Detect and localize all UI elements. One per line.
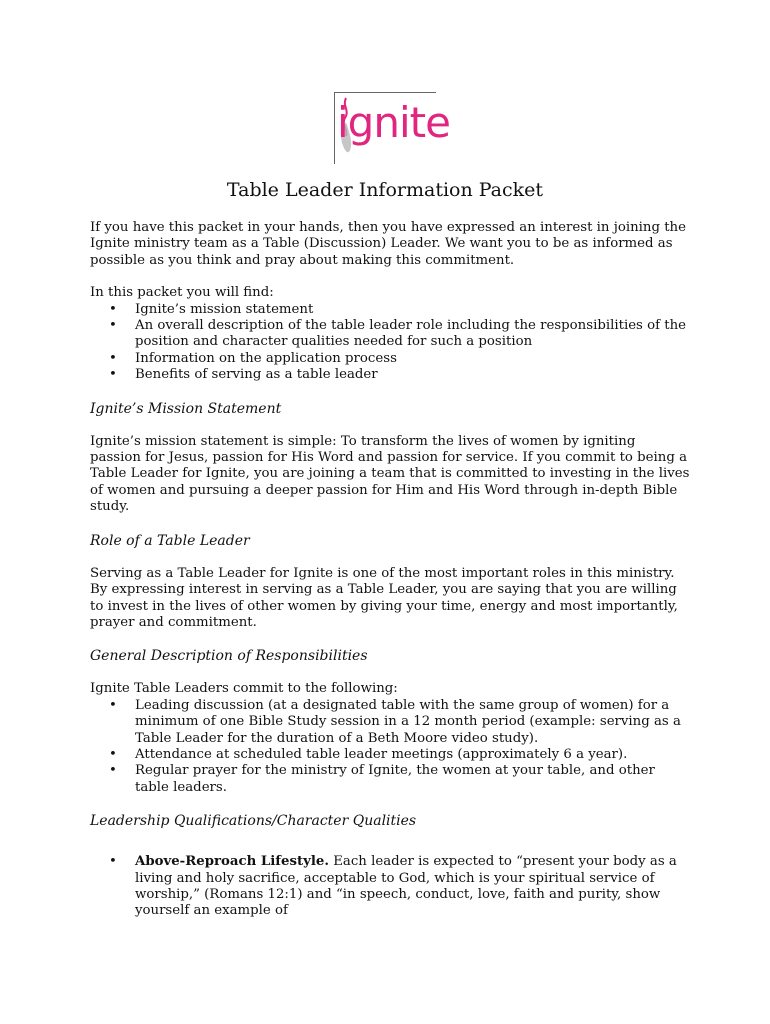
mission-heading: Ignite’s Mission Statement [90,400,282,417]
role-paragraph: Serving as a Table Leader for Ignite is one of the most important roles in this ministry. By expressing interest in serving as a Table Leader, you are saying that you are willing to invest in the lives of other women by giving your time, energy and most importantly, prayer and commitment. [90,565,678,630]
responsibilities-heading: General Description of Responsibilities [90,648,368,665]
page-title: Table Leader Information Packet [226,179,544,201]
list-item: • Attendance at scheduled table leader meetings (approximately 6 a year). [135,747,690,763]
ignite-logo [334,92,450,166]
document-body [90,220,690,936]
list-item: • Ignite’s mission statement [135,302,690,318]
logo-wordmark: ignite [337,98,450,147]
role-heading: Role of a Table Leader [90,532,250,549]
qualification-label: Above-Reproach Lifestyle. [135,854,329,870]
mission-paragraph: Ignite’s mission statement is simple: To transform the lives of women by igniting passion for Jesus, passion for His Word and passion for service. If you commit to being a Table Leader for Ignite, you are joining a team that is committed to investing in the lives of women and pursuing a deeper passion for Him and His Word through in-depth Bible study. [90,433,690,515]
list-item: • Leading discussion (at a designated table with the same group of women) for a minimum of one Bible Study session in a 12 month period (example: serving as a Table Leader for the duration of a Beth Moore video study). [135,698,690,747]
qualifications-list [90,854,690,920]
intro-paragraph: If you have this packet in your hands, then you have expressed an interest in joining the Ignite ministry team as a Table (Discussion) Leader. We want you to be as informed as possible as you think and pray about making this commitment. [90,220,686,268]
list-item: • An overall description of the table leader role including the responsibilities of the position and character qualities needed for such a position [135,318,690,351]
qualification-text: Each leader is expected to “present your body as a living and holy sacrifice, acceptable to God, which is your spiritual service of worship,” (Romans 12:1) and “in speech, conduct, love, faith and purity, show yourself an example of [135,854,677,919]
logo-frame-line [334,92,436,93]
logo-frame-line [334,92,335,164]
qualifications-heading: Leadership Qualifications/Character Qualities [90,813,417,830]
responsibilities-lead: Ignite Table Leaders commit to the following: [90,681,398,697]
list-item: • Information on the application process [135,351,690,367]
packet-lead: In this packet you will find: [90,285,274,301]
list-item: • Benefits of serving as a table leader [135,367,690,383]
responsibilities-list [90,698,690,796]
list-item [135,854,690,920]
list-item: • Regular prayer for the ministry of Ignite, the women at your table, and other table leaders. [135,763,690,796]
packet-contents-list [90,302,690,384]
spacer [90,846,690,854]
